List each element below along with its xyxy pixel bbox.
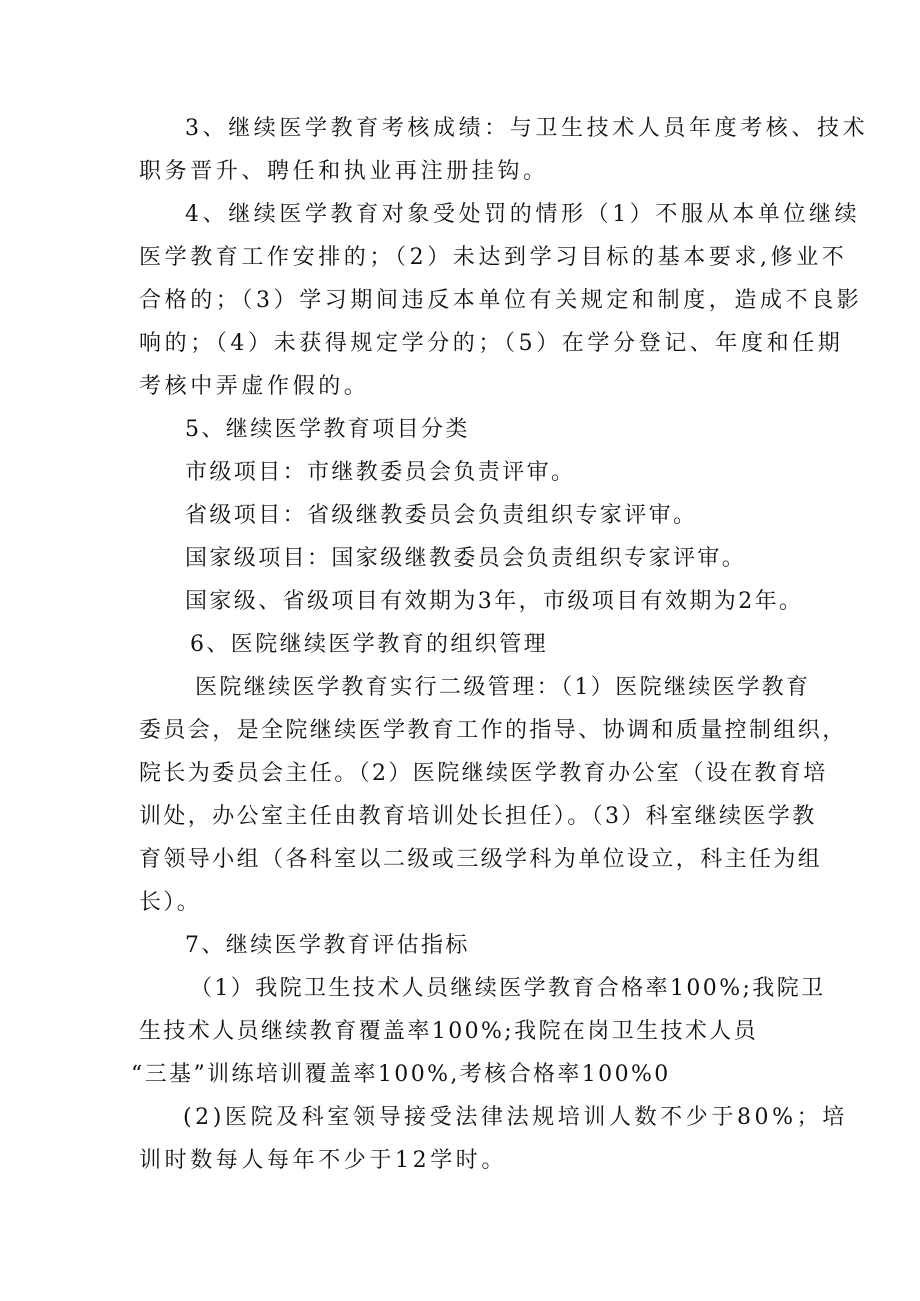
paragraph-6-line-2: 委员会，是全院继续医学教育工作的指导、协调和质量控制组织， <box>139 718 847 743</box>
provincial-level-item: 省级项目：省级继教委员会负责组织专家评审。 <box>185 503 698 528</box>
paragraph-6-line-5: 育领导小组（各科室以二级或三级学科为单位设立，科主任为组 <box>139 847 823 872</box>
paragraph-6-line-6: 长）。 <box>139 890 202 915</box>
city-level-item: 市级项目：市继教委员会负责评审。 <box>185 460 576 485</box>
paragraph-7-1-line-3: “三基”训练培训覆盖率100%,考核合格率100%0 <box>131 1062 671 1087</box>
section-6-heading: 6、医院继续医学教育的组织管理 <box>190 632 548 657</box>
paragraph-4-line-5: 考核中弄虚作假的。 <box>139 374 370 399</box>
section-7-heading: 7、继续医学教育评估指标 <box>185 933 470 958</box>
paragraph-4-line-4: 响的；（4）未获得规定学分的；（5）在学分登记、年度和任期 <box>139 331 844 356</box>
paragraph-7-2-line-2: 训时数每人每年不少于12学时。 <box>139 1148 507 1173</box>
paragraph-4-line-3: 合格的；（3）学习期间违反本单位有关规定和制度，造成不良影 <box>139 288 863 313</box>
paragraph-3-line-1: 3、继续医学教育考核成绩：与卫生技术人员年度考核、技术 <box>185 116 869 141</box>
paragraph-4-line-2: 医学教育工作安排的；（2）未达到学习目标的基本要求,修业不 <box>139 245 848 270</box>
paragraph-7-1-line-1: （1）我院卫生技术人员继续医学教育合格率100%;我院卫 <box>190 976 826 1001</box>
paragraph-6-line-3: 院长为委员会主任。（2）医院继续医学教育办公室（设在教育培 <box>139 761 828 786</box>
paragraph-7-1-line-2: 生技术人员继续教育覆盖率100%;我院在岗卫生技术人员 <box>139 1019 759 1044</box>
paragraph-3-line-2: 职务晋升、聘任和执业再注册挂钩。 <box>139 159 549 184</box>
paragraph-7-2-line-1: (2)医院及科室领导接受法律法规培训人数不少于80%；培 <box>183 1105 848 1130</box>
paragraph-4-line-1: 4、继续医学教育对象受处罚的情形（1）不服从本单位继续 <box>185 202 861 227</box>
paragraph-6-line-1: 医院继续医学教育实行二级管理：（1）医院继续医学教育 <box>195 675 811 700</box>
validity-period-item: 国家级、省级项目有效期为3年，市级项目有效期为2年。 <box>185 589 804 614</box>
section-5-heading: 5、继续医学教育项目分类 <box>185 417 470 442</box>
paragraph-6-line-4: 训处，办公室主任由教育培训处长担任）。（3）科室继续医学教 <box>139 804 817 829</box>
national-level-item: 国家级项目：国家级继教委员会负责组织专家评审。 <box>185 546 747 571</box>
